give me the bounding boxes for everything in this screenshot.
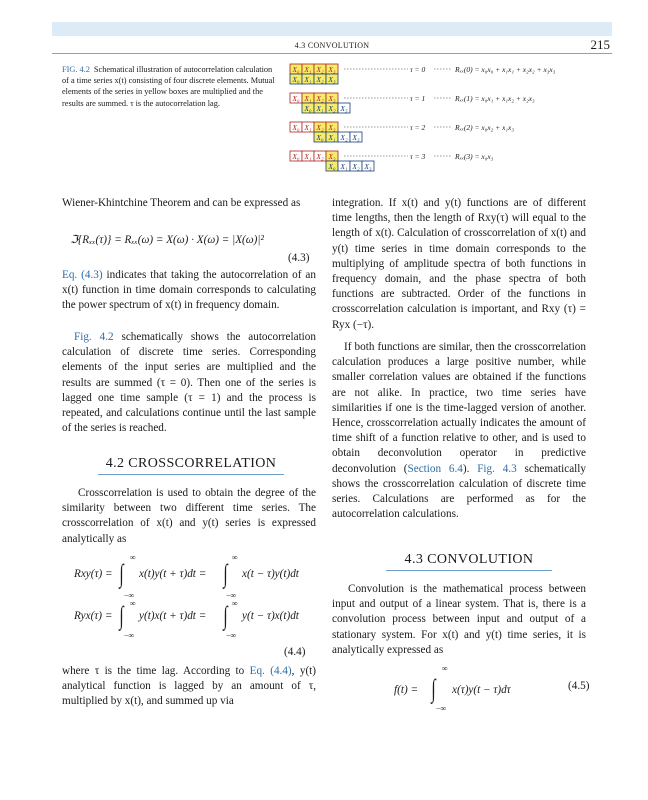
fig-top-label: X₃ xyxy=(328,123,336,132)
fig-result-formula: Rₓₓ(3) = x₀x₃ xyxy=(455,152,494,161)
fig-bottom-label: X₀ xyxy=(304,104,312,113)
left-paragraph-5b: , y(t) analytical function is lagged by an amount of τ, multiplied by x(t), and summed up via xyxy=(62,665,316,708)
fig-top-label: X₀ xyxy=(292,65,300,74)
eq44b-upper-limit-1: ∞ xyxy=(130,599,136,608)
fig-top-label: X₁ xyxy=(304,123,312,132)
eq44b-upper-limit-2: ∞ xyxy=(232,599,238,608)
equation-4-4a-term-2: x(t − τ)y(t)dt xyxy=(242,568,299,580)
eq44b-lower-limit-2: −∞ xyxy=(226,631,237,640)
right-paragraph-1: integration. If x(t) and y(t) functions are of different time lengths, then the length of Rxy(τ) will equal to the length of x(t). Calculation of crosscorrelation of x(t) and y(t) time series in time domain corresponds to the multiplying of amplitude spectra of both functions in frequency domain, and the phase spectra of both functions are subtracted. Order of the functions in crosscorrelation calculation is important, and Rxy (τ) = Ryx (−τ). xyxy=(332,197,586,331)
fig-bottom-label: X₁ xyxy=(328,133,336,142)
left-paragraph-3 xyxy=(62,330,316,436)
fig-top-label: X₂ xyxy=(316,152,324,161)
eq-4-4-link[interactable]: Eq. (4.4) xyxy=(249,665,292,677)
fig-top-label: X₂ xyxy=(316,65,324,74)
fig-bottom-label: X₃ xyxy=(328,75,336,84)
eq-4-3-link[interactable]: Eq. (4.3) xyxy=(62,269,103,281)
fig-result-formula: Rₓₓ(1) = x₀x₁ + x₁x₂ + x₂x₃ xyxy=(455,94,535,103)
left-paragraph-5a: where τ is the time lag. According to xyxy=(62,665,250,677)
fig-bottom-label: X₂ xyxy=(328,104,336,113)
equation-4-4a-integral-1: ∫ xyxy=(119,559,124,588)
equation-4-5-integral: ∫ xyxy=(431,674,436,703)
fig-result-formula: Rₓₓ(2) = x₀x₂ + x₁x₃ xyxy=(455,123,514,132)
fig-bottom-label: X₁ xyxy=(316,104,324,113)
fig-bottom-label: X₃ xyxy=(352,133,360,142)
running-section-title: 4.3 CONVOLUTION xyxy=(294,41,370,50)
fig-bottom-label: X₂ xyxy=(316,75,324,84)
fig-4-2-link[interactable]: Fig. 4.2 xyxy=(74,331,114,343)
left-paragraph-3-text: schematically shows the autocorrelation calculation of discrete time series. Corresponding elements of the input series are multiplied and the results are summed (τ = 0). Then one of the series is lagged one time sample (τ = 1) and the process is repeated, and calculations continue until the last sample of the series is reached. xyxy=(62,331,316,435)
eq44a-lower-limit-1: −∞ xyxy=(124,591,135,600)
equation-4-4b-integral-1: ∫ xyxy=(119,601,124,630)
equation-4-4b-term-2: y(t − τ)x(t)dt xyxy=(242,610,299,622)
fig-bottom-label: X₂ xyxy=(340,133,348,142)
equation-4-5-number: (4.5) xyxy=(568,680,590,692)
eq44a-upper-limit-2: ∞ xyxy=(232,553,238,562)
eq44a-lower-limit-2: −∞ xyxy=(226,591,237,600)
eq45-upper-limit: ∞ xyxy=(442,664,448,673)
header-rule xyxy=(52,53,612,54)
left-paragraph-1: Wiener-Khintchine Theorem and can be expressed as xyxy=(62,197,301,209)
equation-4-3-number: (4.3) xyxy=(288,252,310,264)
right-paragraph-2 xyxy=(332,340,586,522)
equation-4-5-lhs: f(t) = xyxy=(394,684,419,696)
page-number: 215 xyxy=(590,37,610,52)
fig-lag-label: τ = 3 xyxy=(410,152,426,161)
figure-caption-text: Schematical illustration of autocorrelation calculation of a time series x(t) consisting of four discrete elements. Mutual elements of the series in yellow boxes are multiplied and the results are summed. τ is the autocorrelation lag. xyxy=(62,65,275,108)
figure-label[interactable]: FIG. 4.2 xyxy=(62,65,90,74)
fig-lag-label: τ = 2 xyxy=(410,123,426,132)
fig-top-label: X₃ xyxy=(328,152,336,161)
autocorrelation-figure xyxy=(288,62,613,182)
right-paragraph-2a: If both functions are similar, then the crosscorrelation calculation produces a large positive number, while smaller correlation values are obtained if the functions are not alike. In practice, two time series have similarities if one is the time-lagged version of another. Hence, crosscorrelation actually indicates the amount of time shift of a function relative to other, and is used to obtain deconvolution operator in predictive deconvolution ( xyxy=(332,341,586,475)
convolution-heading-text: 4.3 CONVOLUTION xyxy=(404,552,534,567)
right-paragraph-2b: ). xyxy=(462,462,478,475)
equation-4-4a-lhs: Rxy(τ) = xyxy=(74,568,113,580)
equation-4-4a-term-1: x(t)y(t + τ)dt = xyxy=(139,568,207,580)
fig-bottom-label: X₃ xyxy=(340,104,348,113)
left-paragraph-5 xyxy=(62,664,316,710)
eq44a-upper-limit-1: ∞ xyxy=(130,553,136,562)
right-paragraph-3: Convolution is the mathematical process between input and output of a linear system. That is, there is a convolution process between input and output of a stationary system. For x(t) and y(t) time series, it is analytically expressed as xyxy=(332,583,586,656)
equation-4-4-number: (4.4) xyxy=(284,646,306,658)
equation-4-4b-term-1: y(t)x(t + τ)dt = xyxy=(139,610,207,622)
fig-top-label: X₀ xyxy=(292,94,300,103)
fig-top-label: X₀ xyxy=(292,123,300,132)
fig-bottom-label: X₀ xyxy=(316,133,324,142)
equation-4-4a-integral-2: ∫ xyxy=(223,559,228,588)
fig-top-label: X₁ xyxy=(304,94,312,103)
fig-top-label: X₀ xyxy=(292,152,300,161)
section-heading-crosscorrelation xyxy=(98,456,284,472)
eq45-lower-limit: −∞ xyxy=(436,704,447,713)
crosscorrelation-heading-text: 4.2 CROSSCORRELATION xyxy=(105,456,277,471)
eq44b-lower-limit-1: −∞ xyxy=(124,631,135,640)
section-heading-convolution xyxy=(386,552,552,568)
fig-top-label: X₂ xyxy=(316,123,324,132)
fig-result-formula: Rₓₓ(0) = x₀x₀ + x₁x₁ + x₂x₂ + x₃x₃ xyxy=(455,65,556,74)
fig-lag-label: τ = 1 xyxy=(410,94,426,103)
fig-top-label: X₂ xyxy=(316,94,324,103)
fig-top-label: X₁ xyxy=(304,152,312,161)
fig-bottom-label: X₁ xyxy=(304,75,312,84)
equation-4-3: ℑ{Rₓₓ(τ)} = Rₓₓ(ω) = X(ω) · X(ω) = |X(ω)|² xyxy=(70,234,264,246)
figure-caption xyxy=(62,64,276,109)
fig-bottom-label: X₃ xyxy=(364,162,372,171)
fig-top-label: X₃ xyxy=(328,65,336,74)
fig-bottom-label: X₁ xyxy=(340,162,348,171)
equation-4-4b-lhs: Ryx(τ) = xyxy=(74,610,113,622)
section-6-4-link[interactable]: Section 6.4 xyxy=(407,462,463,475)
fig-top-label: X₁ xyxy=(304,65,312,74)
fig-lag-label: τ = 0 xyxy=(410,65,426,74)
fig-top-label: X₃ xyxy=(328,94,336,103)
left-paragraph-2-text: indicates that taking the autocorrelation of an x(t) function in time domain corresponds to calculating the power spectrum of x(t) in frequency domain. xyxy=(62,269,316,312)
left-paragraph-2 xyxy=(62,268,316,314)
fig-bottom-label: X₂ xyxy=(352,162,360,171)
fig-bottom-label: X₀ xyxy=(328,162,336,171)
equation-4-4b-integral-2: ∫ xyxy=(223,601,228,630)
equation-4-5-term: x(τ)y(t − τ)dτ xyxy=(452,684,511,696)
fig-4-3-link[interactable]: Fig. 4.3 xyxy=(477,462,517,475)
right-paragraph-2c: schematically shows the crosscorrelation calculation of discrete time series. Calculations are performed as for the autocorrelation calculations. xyxy=(332,462,586,521)
left-paragraph-4: Crosscorrelation is used to obtain the degree of the similarity between two different time series. The crosscorrelation of x(t) and y(t) series is expressed analytically as xyxy=(62,487,316,545)
header-band xyxy=(52,22,612,36)
fig-bottom-label: X₀ xyxy=(292,75,300,84)
